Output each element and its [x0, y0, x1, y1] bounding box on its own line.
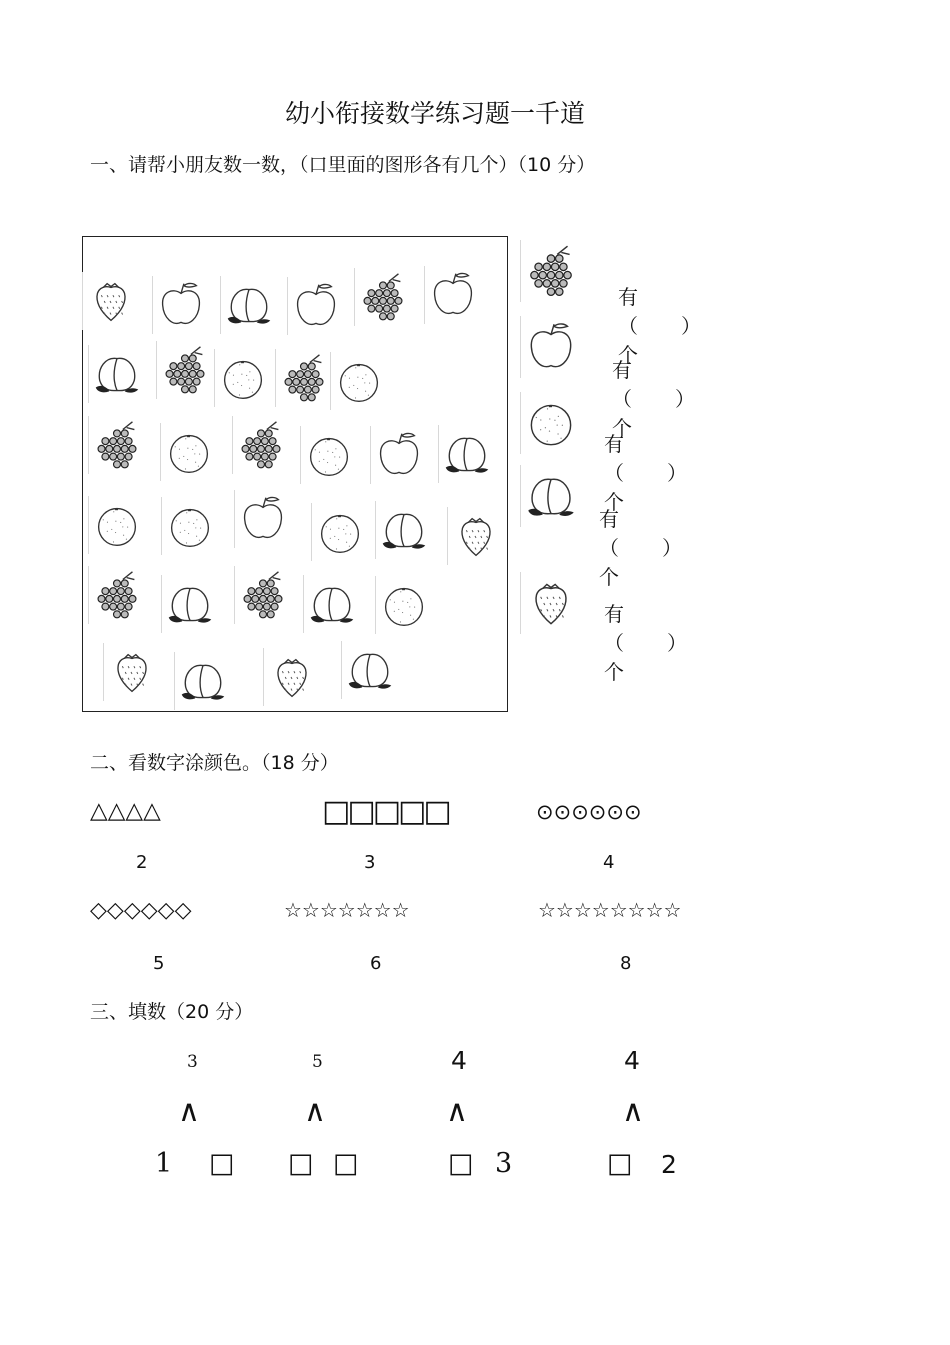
- orange-icon: [300, 426, 358, 484]
- count-6: 6: [370, 953, 382, 974]
- orange-icon: [88, 496, 146, 554]
- orange-icon: [214, 349, 272, 407]
- page-title: 幼小衔接数学练习题一千道: [284, 99, 585, 128]
- tree-1-branch: ∧: [178, 1094, 200, 1129]
- orange-icon: [161, 497, 219, 555]
- diamonds-shapes: ◇◇◇◇◇◇: [90, 898, 192, 923]
- berry-icon: [88, 416, 146, 474]
- count-3: 3: [364, 852, 376, 873]
- peach-icon: [220, 276, 278, 334]
- tree-2-branch: ∧: [304, 1094, 326, 1129]
- peach-icon: [520, 465, 582, 527]
- tree-1-top: 3: [187, 1052, 198, 1072]
- strawberry-icon: [82, 272, 140, 330]
- peach-icon: [438, 425, 496, 483]
- berry-icon: [88, 566, 146, 624]
- berry-icon: [354, 268, 412, 326]
- count-4: 4: [603, 852, 615, 873]
- answer-blank-orange[interactable]: 有（ ）个: [604, 432, 688, 514]
- count-5: 5: [153, 953, 165, 974]
- tree-3-right: 3: [495, 1148, 513, 1179]
- tree-3-top: 4: [451, 1046, 467, 1075]
- tree-2-top: 5: [312, 1052, 323, 1072]
- strawberry-icon: [263, 648, 321, 706]
- peach-icon: [161, 575, 219, 633]
- tree-4-branch: ∧: [622, 1094, 644, 1129]
- strawberry-icon: [103, 643, 161, 701]
- orange-icon: [520, 392, 582, 454]
- answer-blank-apple[interactable]: 有（ ）个: [612, 358, 696, 440]
- peach-icon: [174, 652, 232, 710]
- tree-2-left-box[interactable]: □: [288, 1148, 314, 1179]
- orange-icon: [160, 423, 218, 481]
- apple-icon: [370, 426, 428, 484]
- tree-4-top: 4: [624, 1046, 640, 1075]
- strawberry-icon: [447, 507, 505, 565]
- peach-icon: [88, 345, 146, 403]
- apple-icon: [287, 277, 345, 335]
- orange-icon: [330, 352, 388, 410]
- circles-shapes: ⊙⊙⊙⊙⊙⊙: [536, 800, 642, 824]
- berry-icon: [275, 349, 333, 407]
- peach-icon: [303, 575, 361, 633]
- apple-icon: [234, 490, 292, 548]
- tree-4-left-box[interactable]: □: [607, 1148, 633, 1179]
- apple-icon: [424, 266, 482, 324]
- tree-4-right: 2: [661, 1150, 677, 1179]
- tree-1-left: 1: [155, 1148, 173, 1179]
- apple-icon: [520, 316, 582, 378]
- answer-blank-berry[interactable]: 有（ ）个: [618, 285, 702, 367]
- count-8: 8: [620, 953, 632, 974]
- stars-6-shapes: ☆☆☆☆☆☆☆: [284, 898, 410, 922]
- answer-blank-peach[interactable]: 有（ ）个: [599, 507, 683, 589]
- peach-icon: [341, 641, 399, 699]
- stars-8-shapes: ☆☆☆☆☆☆☆☆: [538, 898, 682, 922]
- peach-icon: [375, 501, 433, 559]
- triangles-shapes: △△△△: [90, 798, 161, 824]
- berry-icon: [156, 341, 214, 399]
- section-3-heading: 三、填数（20 分）: [90, 1001, 254, 1023]
- section-2-heading: 二、看数字涂颜色。（18 分）: [90, 752, 339, 774]
- tree-3-left-box[interactable]: □: [448, 1148, 474, 1179]
- orange-icon: [311, 503, 369, 561]
- berry-icon: [232, 416, 290, 474]
- squares-shapes: □□□□□: [322, 794, 449, 829]
- answer-blank-strawberry[interactable]: 有（ ）个: [604, 602, 688, 684]
- tree-3-branch: ∧: [446, 1094, 468, 1129]
- tree-2-right-box[interactable]: □: [333, 1148, 359, 1179]
- tree-1-right-box[interactable]: □: [209, 1148, 235, 1179]
- count-2: 2: [136, 852, 148, 873]
- strawberry-icon: [520, 572, 582, 634]
- berry-icon: [234, 566, 292, 624]
- berry-icon: [520, 240, 582, 302]
- apple-icon: [152, 276, 210, 334]
- section-1-heading: 一、请帮小朋友数一数，（口里面的图形各有几个）（10 分）: [90, 154, 596, 176]
- orange-icon: [375, 576, 433, 634]
